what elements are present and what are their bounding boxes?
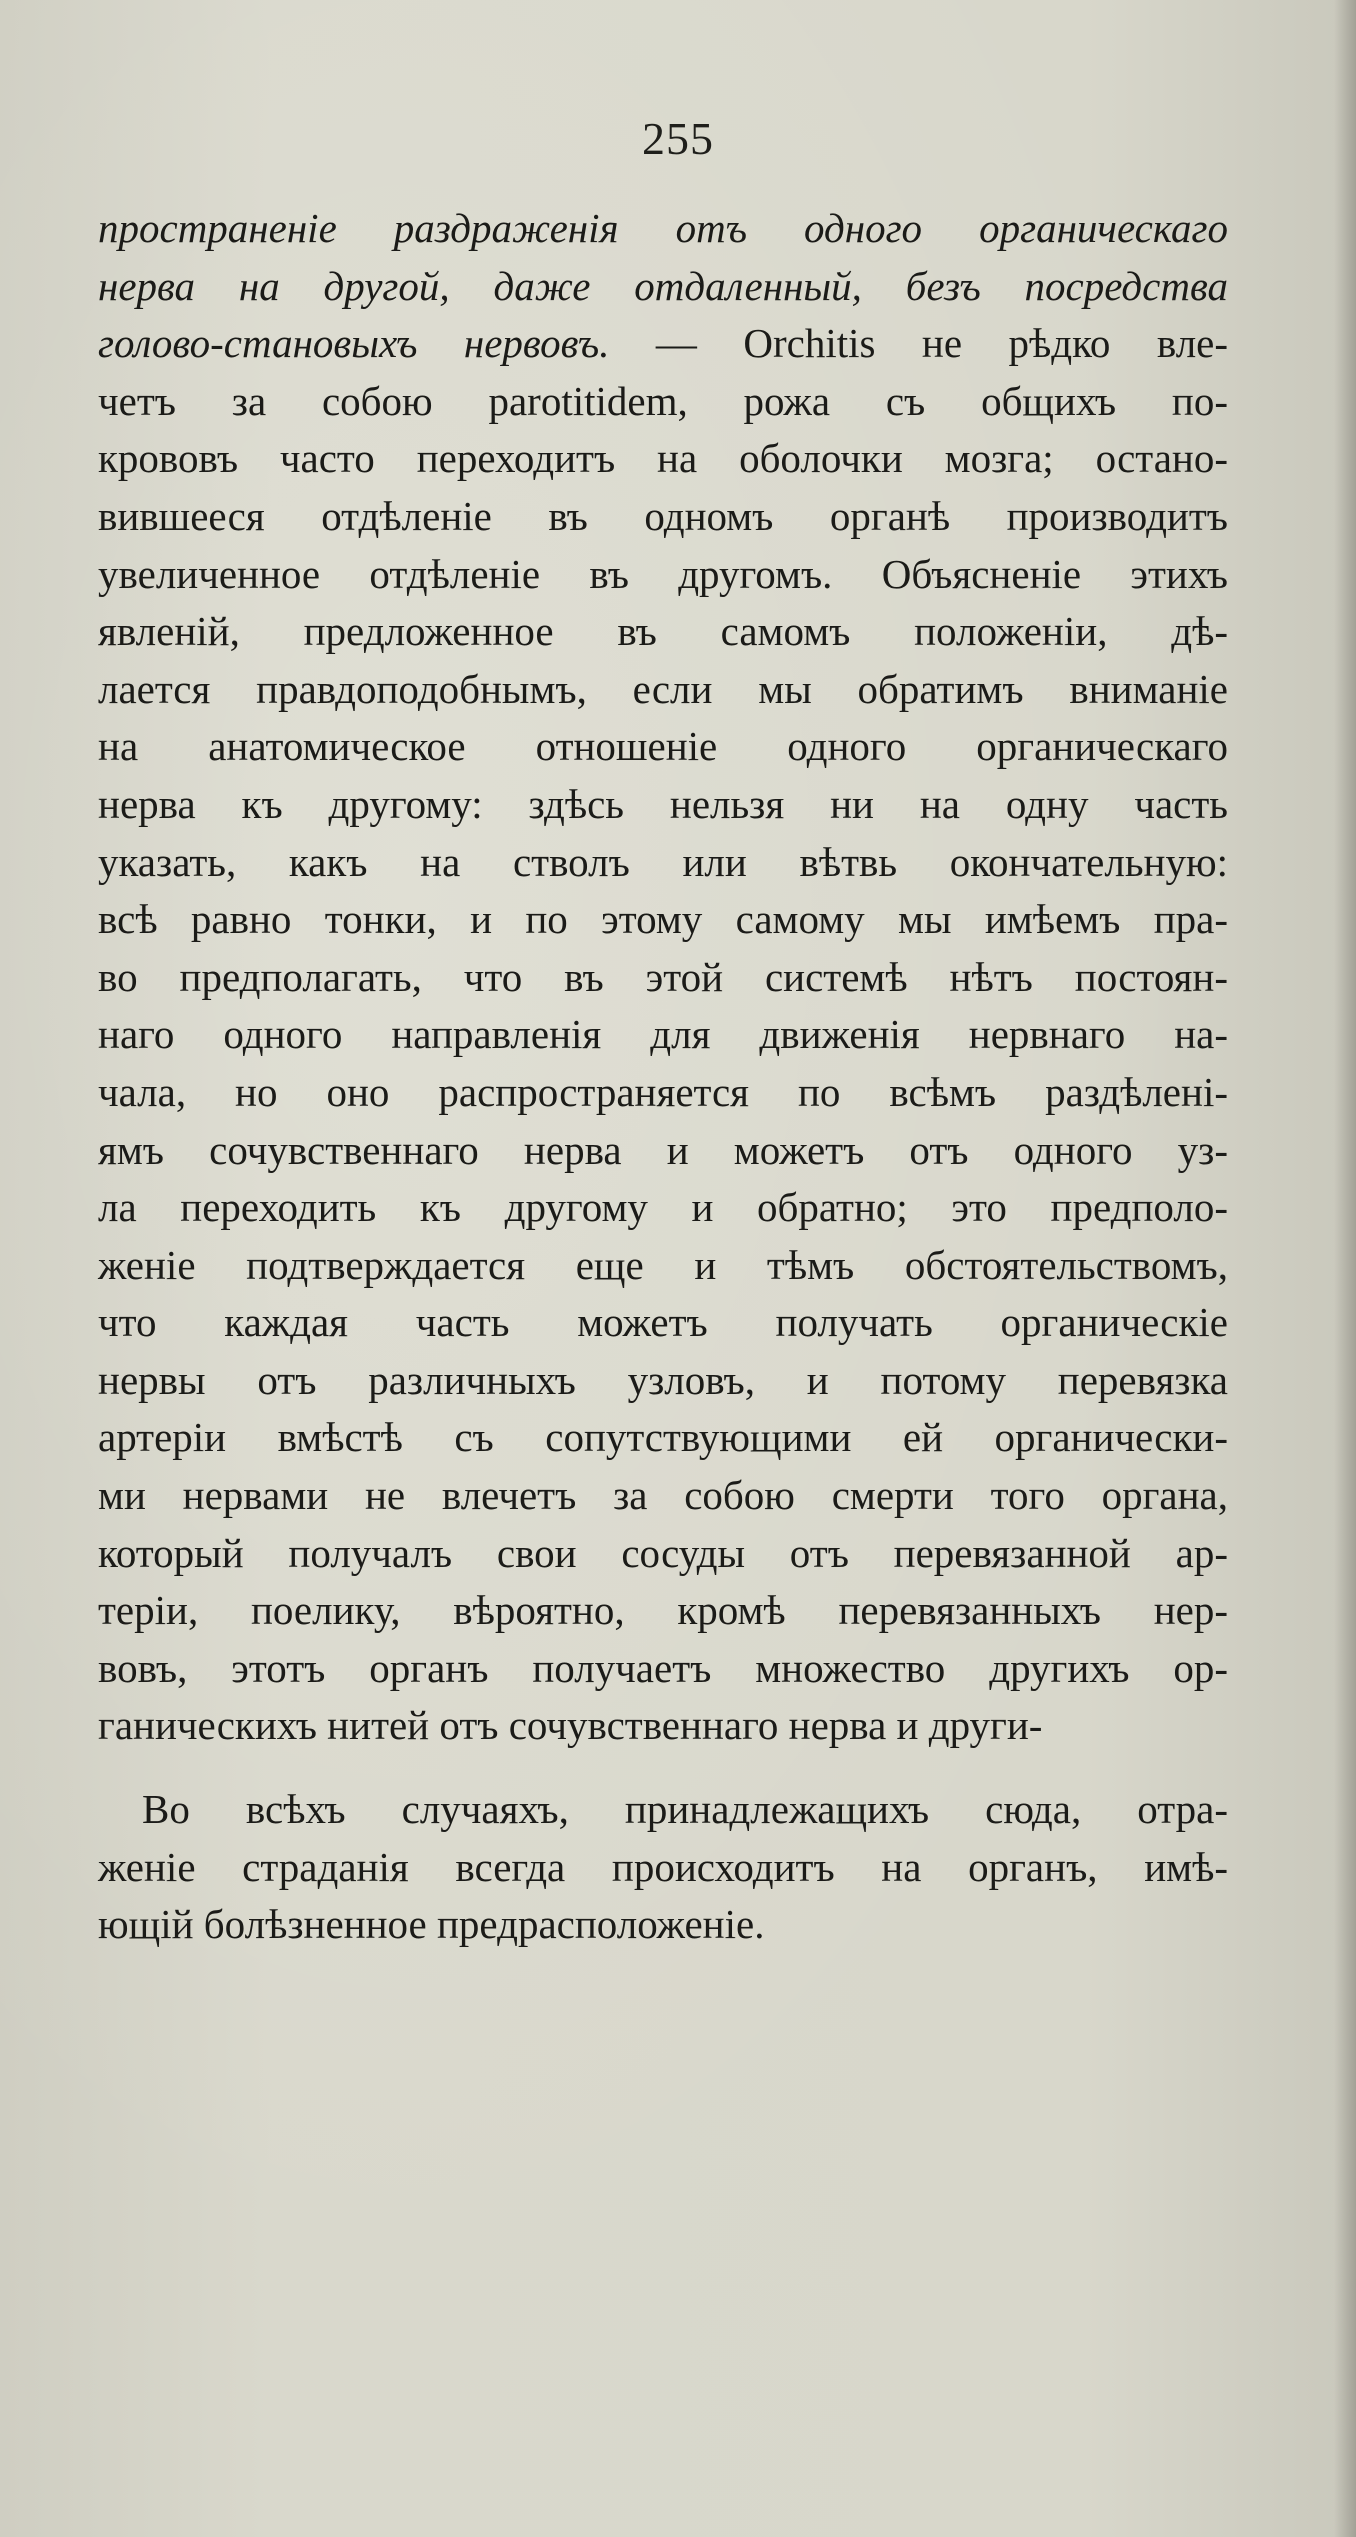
page-number: 255 — [642, 113, 714, 164]
text-line: ла переходить къ другому и обратно; это предполо- — [98, 1184, 1228, 1231]
text-line: ми нервами не влечетъ за собою смерти того органа, — [98, 1472, 1228, 1519]
text-line: лается правдоподобнымъ, если мы обратимъ вниманiе — [98, 665, 1228, 712]
text-line: нерва къ другому: здѣсь нельзя ни на одну часть — [98, 780, 1228, 827]
paragraph-gap — [98, 1755, 1228, 1781]
text-line: нервы отъ различныхъ узловъ, и потому перевязка — [98, 1356, 1228, 1403]
text-line: женiе страданiя всегда происходитъ на органъ, имѣ- — [98, 1843, 1228, 1890]
text-line: ганическихъ нитей отъ сочувственнаго нерва и други- — [98, 1702, 1043, 1749]
text-line: пространенiе раздраженiя отъ одного органическаго — [98, 205, 1228, 251]
text-line: артерiи вмѣстѣ съ сопутствующими ей органически- — [98, 1414, 1228, 1461]
text-line: что каждая часть можетъ получать органическiе — [98, 1299, 1228, 1346]
body-text — [98, 200, 1228, 1954]
text-line: на анатомическое отношенiе одного органическаго — [98, 723, 1228, 770]
text-line: который получалъ свои сосуды отъ перевязанной ар- — [98, 1529, 1228, 1576]
text-line: вившееся отдѣленiе въ одномъ органѣ производитъ — [98, 492, 1228, 539]
text-line: крововъ часто переходитъ на оболочки мозга; остано- — [98, 435, 1228, 482]
text-line: женiе подтверждается еще и тѣмъ обстоятельствомъ, — [98, 1241, 1228, 1288]
text-line: терiи, поелику, вѣроятно, кромѣ перевязанныхъ нер- — [98, 1587, 1228, 1634]
text-segment: — Orchitis не рѣдко вле- — [609, 320, 1228, 367]
text-line: наго одного направленiя для движенiя нервнаго на- — [98, 1011, 1228, 1058]
text-line: вовъ, этотъ органъ получаетъ множество другихъ ор- — [98, 1644, 1228, 1691]
text-segment-italic: голово-становыхъ нервовъ. — [98, 320, 610, 367]
text-line: ямъ сочувственнаго нерва и можетъ отъ одного уз- — [98, 1126, 1228, 1173]
page-edge-shadow — [1334, 0, 1356, 2537]
text-line: указать, какъ на стволъ или вѣтвь окончательную: — [98, 838, 1228, 885]
text-line: нерва на другой, даже отдаленный, безъ посредства — [98, 262, 1228, 309]
text-line: увеличенное отдѣленiе въ другомъ. Объясненiе этихъ — [98, 550, 1228, 597]
text-line: всѣ равно тонки, и по этому самому мы имѣемъ пра- — [98, 896, 1228, 943]
text-line-mixed — [98, 315, 1228, 373]
text-line: во предполагать, что въ этой системѣ нѣтъ постоян- — [98, 953, 1228, 1000]
text-line: четъ за собою parotitidem, рожа съ общихъ по- — [98, 377, 1228, 424]
text-line: Во всѣхъ случаяхъ, принадлежащихъ сюда, отра- — [142, 1786, 1228, 1833]
text-line: чала, но оно распространяется по всѣмъ раздѣленi- — [98, 1068, 1228, 1115]
text-line: явленiй, предложенное въ самомъ положенiи, дѣ- — [98, 608, 1228, 655]
text-line: ющiй болѣзненное предрасположенiе. — [98, 1901, 765, 1948]
